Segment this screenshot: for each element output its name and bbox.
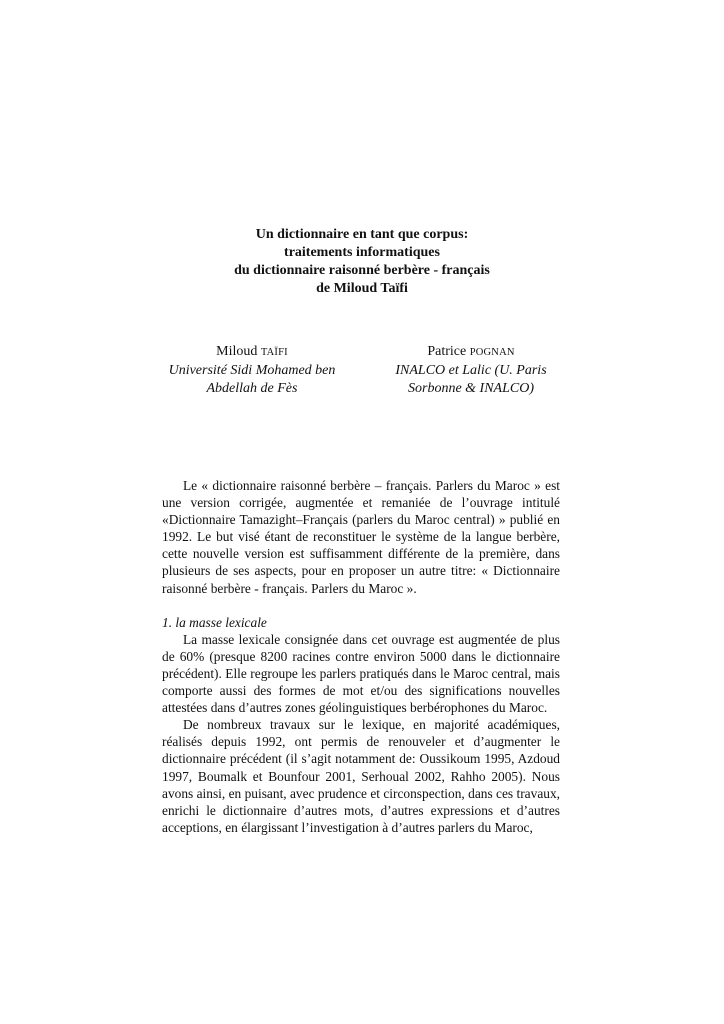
title-line-1: Un dictionnaire en tant que corpus: — [255, 227, 469, 242]
body-paragraph: La masse lexicale consignée dans cet ouvrage est augmentée de plus de 60% (presque 8200 racines contre environ 5000 dans le dictionnaire précédent). Elle regroupe les parlers pratiqués dans le Maroc central, mais comporte aussi des formes de mot et/ou des significations nouvelles attestées dans d’autres zones géolinguistiques berbérophones du Maroc. — [162, 631, 560, 716]
author-block-taifi — [157, 343, 347, 398]
author-first-name: Patrice — [427, 344, 467, 359]
author-name — [376, 343, 566, 362]
author-affiliation: INALCO et Lalic (U. Paris Sorbonne & INALCO) — [395, 363, 547, 396]
title-line-4: de Miloud Taïfi — [316, 281, 408, 296]
paper-title — [162, 226, 562, 298]
title-line-2: traitements informatiques — [284, 245, 440, 260]
section-heading: 1. la masse lexicale — [162, 614, 267, 630]
intro-paragraph: Le « dictionnaire raisonné berbère – français. Parlers du Maroc » est une version corrigée, augmentée et remaniée de l’ouvrage intitulé «Dictionnaire Tamazight–Français (parlers du Maroc central) » publié en 1992. Le but visé étant de reconstituer le système de la langue berbère, cette nouvelle version est suffisamment différente de la première, dans plusieurs de ses aspects, pour en proposer un autre titre: « Dictionnaire raisonné berbère - français. Parlers du Maroc ». — [162, 478, 560, 596]
author-block-pognan — [376, 343, 566, 398]
body-paragraph: De nombreux travaux sur le lexique, en majorité académiques, réalisés depuis 1992, ont permis de renouveler et d’augmenter le dictionnaire précédent (il s’agit notamment de: Oussikoum 1995, Azdoud 1997, Boumalk et Bounfour 2001, Serhoual 2002, Rahho 2005). Nous avons ainsi, en puisant, avec prudence et circonspection, dans ces travaux, enrichi le dictionnaire d’autres mots, d’autres expressions et d’autres acceptions, en élargissant l’investigation à d’autres parlers du Maroc, — [162, 717, 560, 835]
body-text — [162, 477, 560, 836]
title-line-3: du dictionnaire raisonné berbère - français — [234, 263, 490, 278]
author-last-name: POGNAN — [469, 347, 515, 358]
author-affiliation: Université Sidi Mohamed ben Abdellah de Fès — [168, 363, 336, 396]
author-last-name: TAÏFI — [260, 347, 288, 358]
author-name — [157, 343, 347, 362]
author-first-name: Miloud — [216, 344, 258, 359]
